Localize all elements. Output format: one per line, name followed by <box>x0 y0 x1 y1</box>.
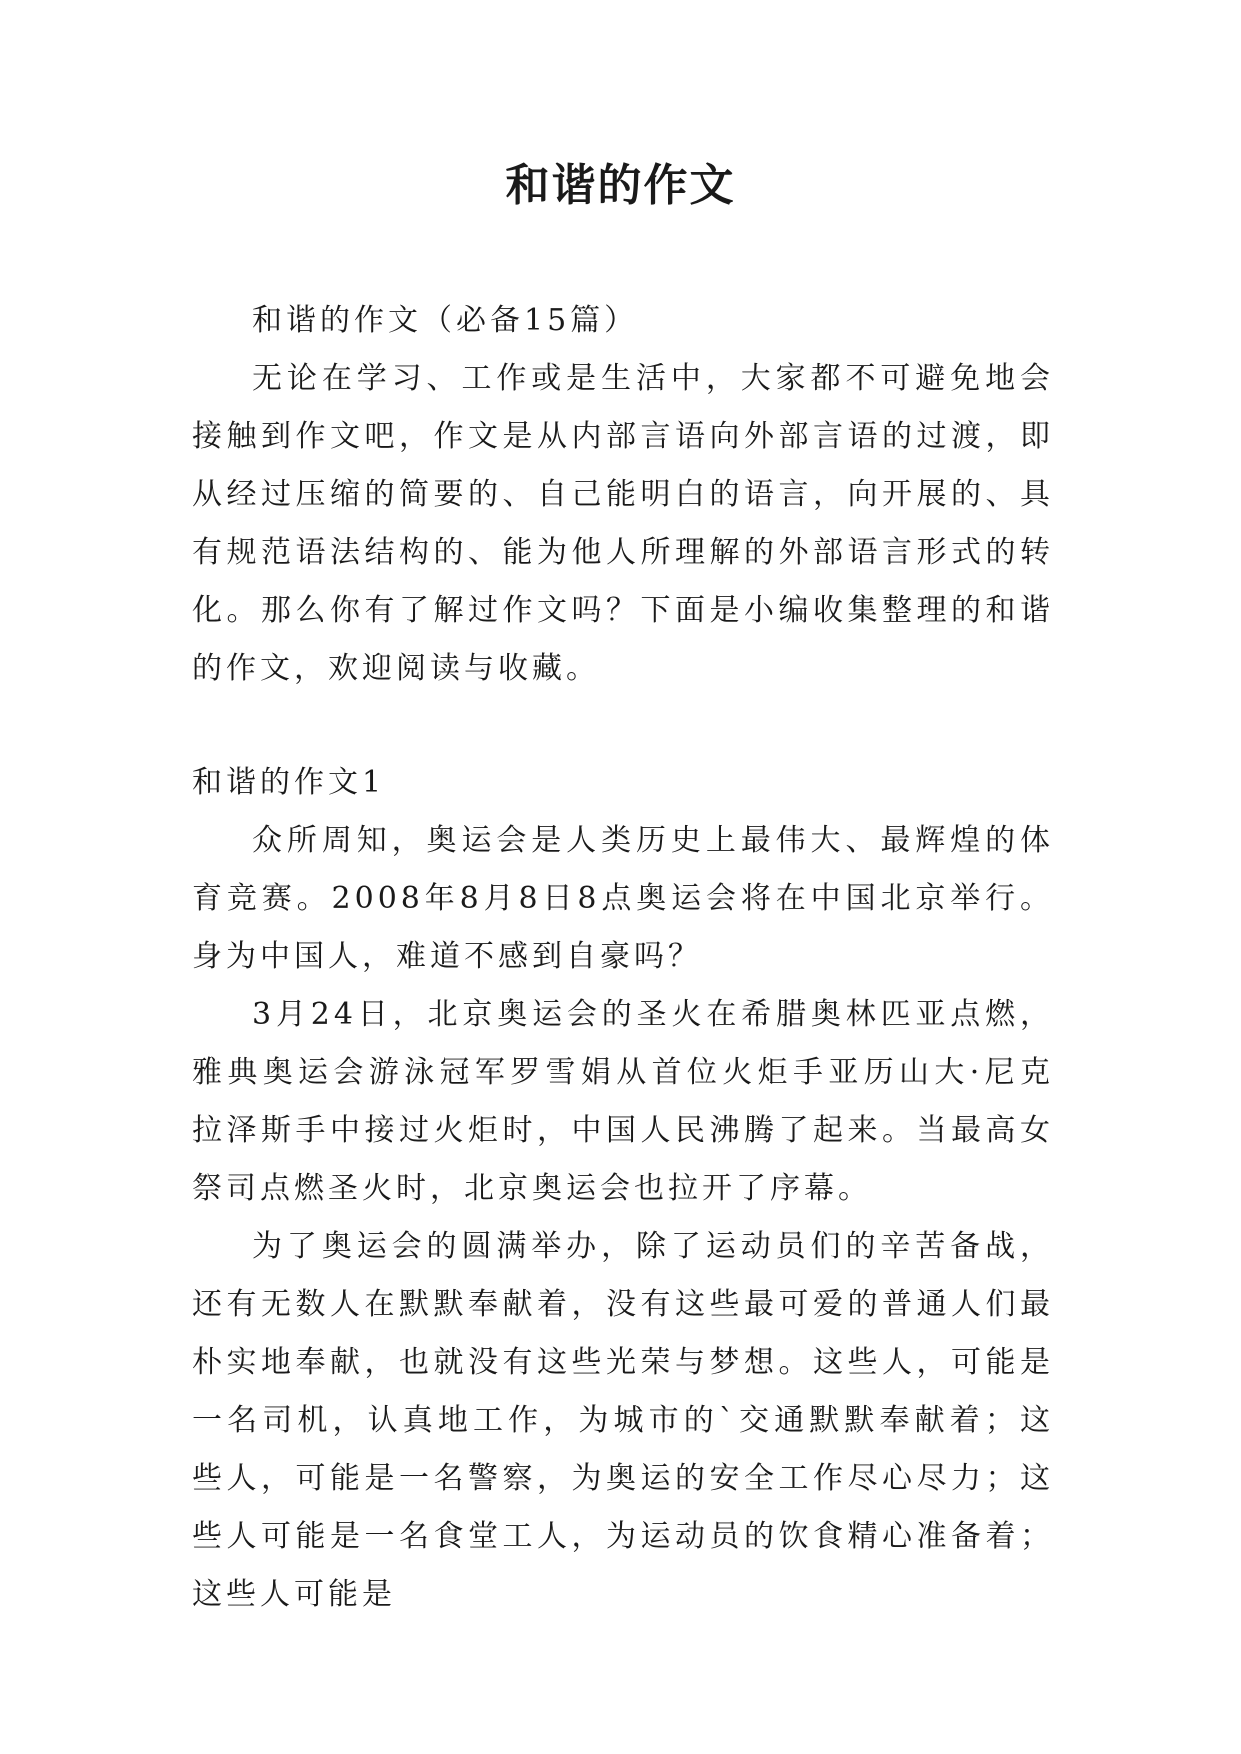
body-paragraph: 为了奥运会的圆满举办，除了运动员们的辛苦备战，还有无数人在默默奉献着，没有这些最可爱的普通人们最朴实地奉献，也就没有这些光荣与梦想。这些人，可能是一名司机，认真地工作，为城市的`交通默默奉献着；这些人，可能是一名警察，为奥运的安全工作尽心尽力；这些人可能是一名食堂工人，为运动员的饮食精心准备着；这些人可能是 <box>192 1229 1054 1612</box>
section-heading: 和谐的作文1 <box>192 765 386 800</box>
body-paragraph: 众所周知，奥运会是人类历史上最伟大、最辉煌的体育竞赛。2008年8月8日8点奥运会将在中国北京举行。身为中国人，难道不感到自豪吗？ <box>192 823 1054 974</box>
body-paragraph: 3月24日，北京奥运会的圣火在希腊奥林匹亚点燃，雅典奥运会游泳冠军罗雪娟从首位火炬手亚历山大·尼克拉泽斯手中接过火炬时，中国人民沸腾了起来。当最高女祭司点燃圣火时，北京奥运会也拉开了序幕。 <box>192 997 1054 1206</box>
document-body <box>192 292 1054 1624</box>
intro-paragraph: 无论在学习、工作或是生活中，大家都不可避免地会接触到作文吧，作文是从内部言语向外部言语的过渡，即从经过压缩的简要的、自己能明白的语言，向开展的、具有规范语法结构的、能为他人所理解的外部语言形式的转化。那么你有了解过作文吗？下面是小编收集整理的和谐的作文，欢迎阅读与收藏。 <box>192 361 1054 686</box>
document-subtitle: 和谐的作文（必备15篇） <box>252 303 639 338</box>
page-title: 和谐的作文 <box>505 160 736 211</box>
